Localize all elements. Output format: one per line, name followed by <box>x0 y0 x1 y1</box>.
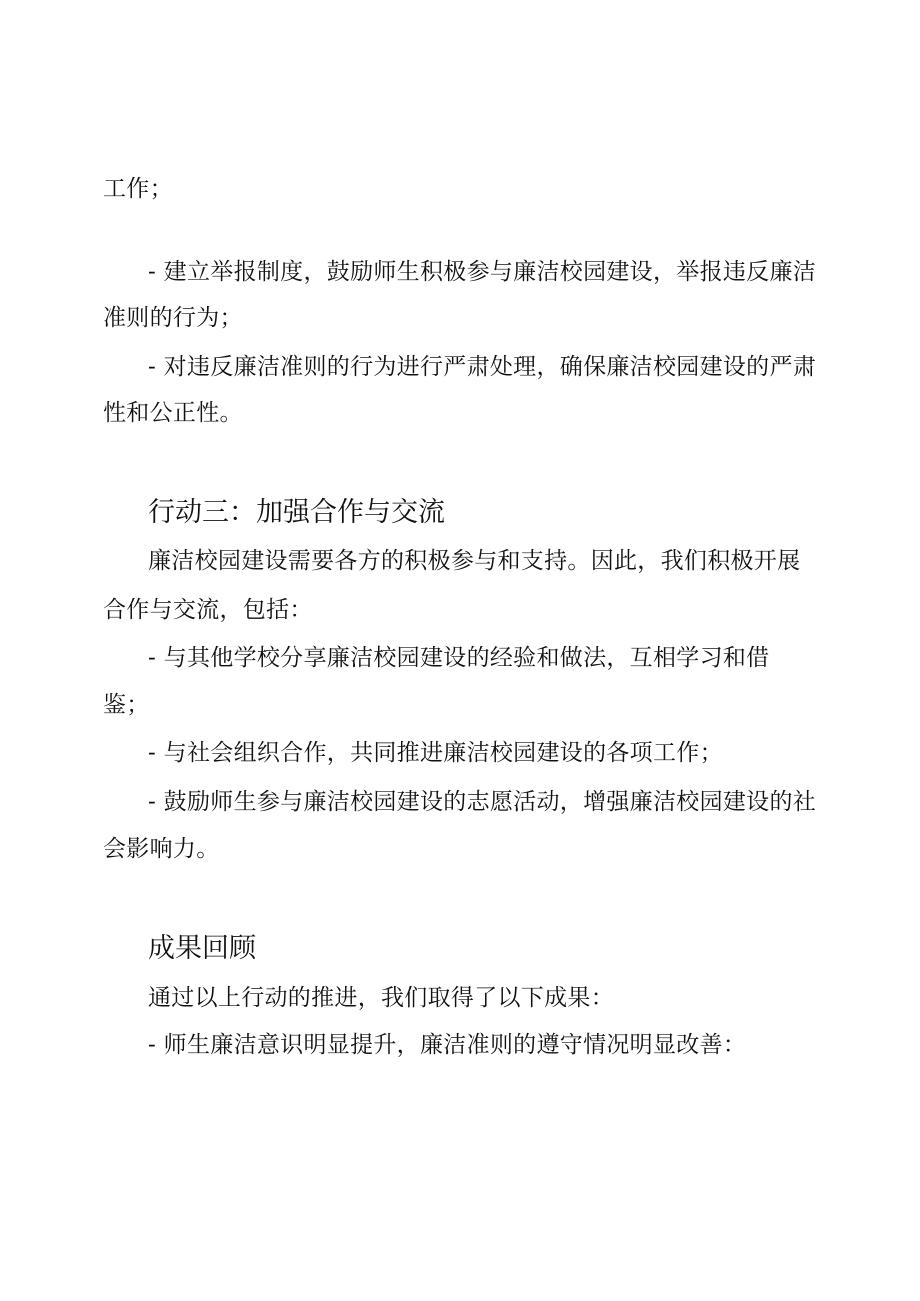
paragraph-line: 合作与交流，包括： <box>103 597 313 623</box>
bullet-line: - 对违反廉洁准则的行为进行严肃处理，确保廉洁校园建设的严肃 <box>148 354 817 380</box>
paragraph-line: 会影响力。 <box>103 836 220 862</box>
section-heading-action-three: 行动三：加强合作与交流 <box>148 497 445 528</box>
paragraph-line: 鉴； <box>103 692 150 718</box>
bullet-line: - 与其他学校分享廉洁校园建设的经验和做法，互相学习和借 <box>148 645 770 671</box>
bullet-line: - 建立举报制度，鼓励师生积极参与廉洁校园建设，举报违反廉洁 <box>148 259 817 285</box>
bullet-line: - 鼓励师生参与廉洁校园建设的志愿活动，增强廉洁校园建设的社 <box>148 789 817 815</box>
paragraph-line: 廉洁校园建设需要各方的积极参与和支持。因此，我们积极开展 <box>148 548 801 574</box>
paragraph-line: 通过以上行动的推进，我们取得了以下成果： <box>148 985 614 1011</box>
paragraph-line: 准则的行为； <box>103 305 243 331</box>
bullet-line: - 师生廉洁意识明显提升，廉洁准则的遵守情况明显改善： <box>148 1032 747 1058</box>
paragraph-line: 工作； <box>103 176 173 202</box>
bullet-line: - 与社会组织合作，共同推进廉洁校园建设的各项工作； <box>148 740 723 766</box>
paragraph-line: 性和公正性。 <box>103 400 243 426</box>
section-heading-results: 成果回顾 <box>148 933 256 964</box>
